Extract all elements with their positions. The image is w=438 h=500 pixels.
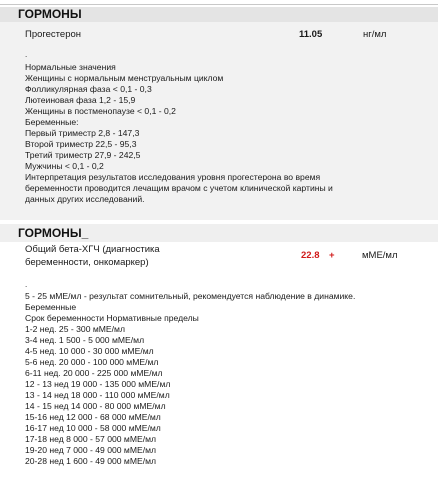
section-header <box>0 7 438 22</box>
note-line: 12 - 13 нед 19 000 - 135 000 мМЕ/мл <box>25 379 171 389</box>
test-value-abnormal: 22.8 <box>301 250 320 261</box>
test-value: 11.05 <box>299 29 323 40</box>
note-line: 15-16 нед 12 000 - 68 000 мМЕ/мл <box>25 412 161 422</box>
separator-dot: . <box>25 50 28 59</box>
note-line: Нормальные значения <box>25 62 116 72</box>
section-title: ГОРМОНЫ_ <box>18 226 89 240</box>
note-line: Срок беременности Нормативные пределы <box>25 313 199 323</box>
test-name: Прогестерон <box>25 29 82 40</box>
section-title: ГОРМОНЫ <box>18 7 82 21</box>
note-line: Беременные: <box>25 117 79 127</box>
note-line: 3-4 нед. 1 500 - 5 000 мМЕ/мл <box>25 335 145 345</box>
test-unit: нг/мл <box>363 29 387 40</box>
abnormal-flag: + <box>329 250 335 261</box>
note-line: Мужчины < 0,1 - 0,2 <box>25 161 104 171</box>
note-line: Третий триместр 27,9 - 242,5 <box>25 150 141 160</box>
top-divider <box>0 0 438 5</box>
note-line: Второй триместр 22,5 - 95,3 <box>25 139 137 149</box>
note-line: 14 - 15 нед 14 000 - 80 000 мМЕ/мл <box>25 401 166 411</box>
note-line: беременности проводится лечащим врачом с учетом клинической картины и <box>25 183 333 193</box>
note-line: Фолликулярная фаза < 0,1 - 0,3 <box>25 84 152 94</box>
note-line: 20-28 нед 1 600 - 49 000 мМЕ/мл <box>25 456 157 466</box>
note-line: 5-6 нед. 20 000 - 100 000 мМЕ/мл <box>25 357 159 367</box>
note-line: 4-5 нед. 10 000 - 30 000 мМЕ/мл <box>25 346 154 356</box>
reference-notes <box>25 62 333 205</box>
note-line: 19-20 нед 7 000 - 49 000 мМЕ/мл <box>25 445 157 455</box>
note-line: 5 - 25 мМЕ/мл - результат сомнительный, рекомендуется наблюдение в динамике. <box>25 291 356 301</box>
note-line: 1-2 нед. 25 - 300 мМЕ/мл <box>25 324 125 334</box>
reference-notes <box>25 291 355 467</box>
test-unit: мМЕ/мл <box>362 250 398 261</box>
note-line: Лютеиновая фаза 1,2 - 15,9 <box>25 95 136 105</box>
note-line: Женщины с нормальным менструальным циклом <box>25 73 224 83</box>
note-line: Женщины в постменопаузе < 0,1 - 0,2 <box>25 106 176 116</box>
note-line: 17-18 нед 8 000 - 57 000 мМЕ/мл <box>25 434 157 444</box>
note-line: данных других исследований. <box>25 194 145 204</box>
note-line: Беременные <box>25 302 77 312</box>
note-line: Первый триместр 2,8 - 147,3 <box>25 128 140 138</box>
note-line: 16-17 нед 10 000 - 58 000 мМЕ/мл <box>25 423 161 433</box>
test-name: Общий бета-ХГЧ (диагностика беременности, онкомаркер) <box>25 244 160 268</box>
separator-dot: . <box>25 280 28 289</box>
note-line: Интерпретация результатов исследования уровня прогестерона во время <box>25 172 321 182</box>
note-line: 13 - 14 нед 18 000 - 110 000 мМЕ/мл <box>25 390 170 400</box>
section-header <box>0 224 438 242</box>
note-line: 6-11 нед. 20 000 - 225 000 мМЕ/мл <box>25 368 163 378</box>
